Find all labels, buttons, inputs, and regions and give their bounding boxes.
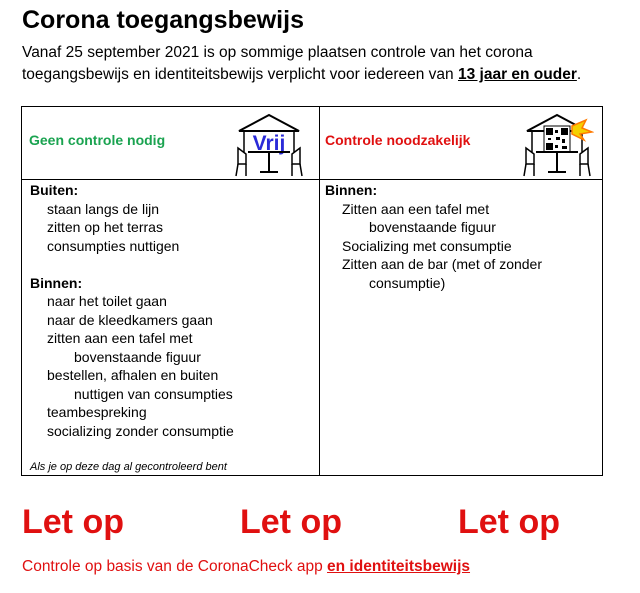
vrij-label: Vrij xyxy=(252,132,286,155)
check-required-list xyxy=(325,181,600,292)
column-divider xyxy=(319,107,320,475)
footer-notice xyxy=(22,558,470,576)
warning-let-op-3: Let op xyxy=(458,503,560,541)
header-divider xyxy=(22,179,602,180)
intro-text: Vanaf 25 september 2021 is op sommige plaatsen controle van het corona toegangsbewijs en identiteitsbewijs verplicht voor iedereen van xyxy=(22,44,533,83)
list-item: Zitten aan een tafel met xyxy=(342,200,490,217)
list-item: naar de kleedkamers gaan xyxy=(47,311,213,328)
header-check-required: Controle noodzakelijk xyxy=(325,132,471,148)
list-item: zitten aan een tafel met xyxy=(47,330,193,346)
list-item: teambespreking xyxy=(47,404,147,420)
terrace-vrij-icon xyxy=(234,112,304,178)
intro-paragraph xyxy=(22,42,622,86)
list-item-continuation: nuttigen van consumpties xyxy=(74,385,233,402)
list-item: Socializing met consumptie xyxy=(342,237,512,254)
intro-end: . xyxy=(576,66,582,83)
list-item-continuation: bovenstaande figuur xyxy=(74,348,201,365)
header-no-check: Geen controle nodig xyxy=(29,132,166,148)
section-heading: Binnen: xyxy=(325,182,378,198)
no-check-list xyxy=(30,181,315,440)
list-item: staan langs de lijn xyxy=(47,200,160,217)
section-heading: Binnen: xyxy=(30,274,83,291)
list-item-continuation: consumptie) xyxy=(369,274,446,291)
list-item-continuation: bovenstaande figuur xyxy=(369,219,496,235)
terrace-qr-icon xyxy=(522,112,594,178)
list-item: socializing zonder consumptie xyxy=(47,422,234,439)
rules-table xyxy=(21,106,603,476)
list-item: bestellen, afhalen en buiten xyxy=(47,367,219,383)
age-highlight: 13 jaar en ouder xyxy=(457,66,577,83)
list-item: Zitten aan de bar (met of zonder xyxy=(342,256,542,272)
list-item: naar het toilet gaan xyxy=(47,293,167,309)
checked-note: Als je op deze dag al gecontroleerd bent xyxy=(30,461,227,473)
list-item: consumpties nuttigen xyxy=(47,237,180,254)
footer-highlight: en identiteitsbewijs xyxy=(327,558,471,575)
section-heading: Buiten: xyxy=(30,182,79,198)
list-item: zitten op het terras xyxy=(47,219,163,235)
warning-let-op-2: Let op xyxy=(240,503,342,541)
footer-text: Controle op basis van de CoronaCheck app xyxy=(22,558,328,575)
warning-let-op-1: Let op xyxy=(22,503,124,541)
page-title: Corona toegangsbewijs xyxy=(22,6,304,34)
